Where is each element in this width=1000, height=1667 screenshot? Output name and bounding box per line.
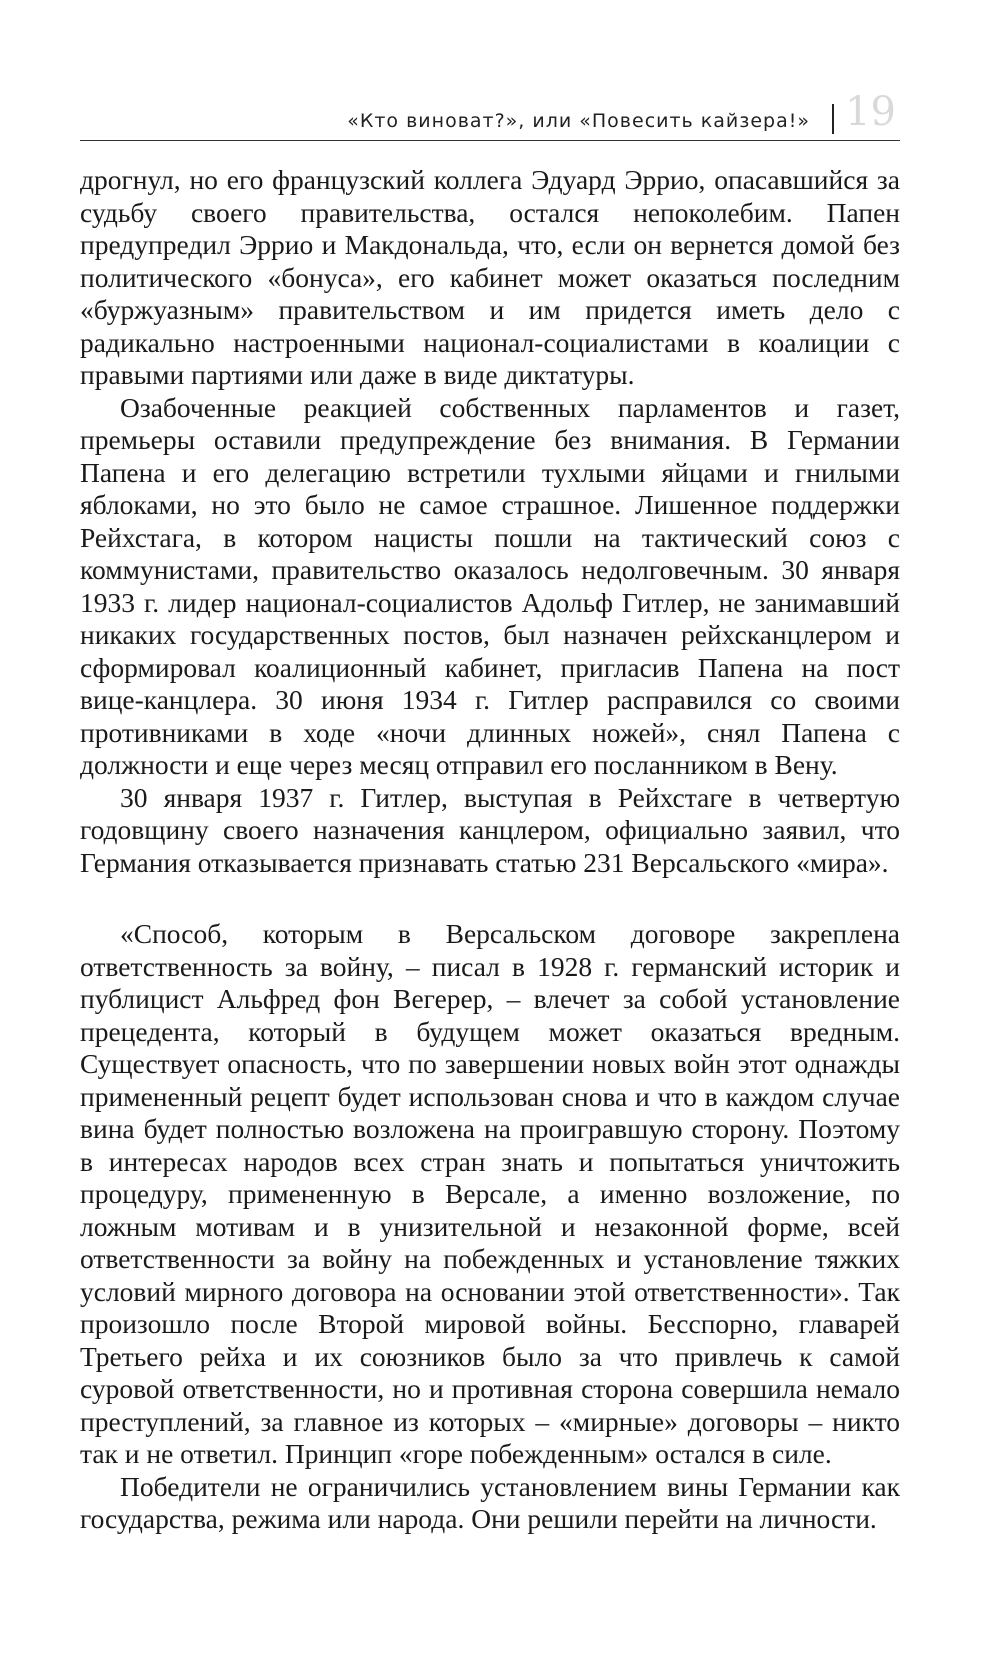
paragraph: Победители не ограничились установлением вины Германии как государства, режима или народа. Они решили перейти на личности. (80, 1470, 900, 1534)
paragraph-continued: дрогнул, но его французский коллега Эдуард Эррио, опасавшийся за судьбу своего правительства, остался непоколебим. Папен предупредил Эррио и Макдональда, что, если он вернется домой без политического «бонуса», его кабинет может оказаться последним «буржуазным» правительством и им придется иметь дело с радикально настроенными национал-социалистами в коалиции с правыми партиями или даже в виде диктатуры. (80, 164, 900, 390)
running-header (80, 89, 900, 142)
paragraph: 30 января 1937 г. Гитлер, выступая в Рейхстаге в четвертую годовщину своего назначения канцлером, официально заявил, что Германия отказывается признавать статью 231 Версальского «мира». (80, 781, 900, 878)
paragraph-quote: «Способ, которым в Версальском договоре закреплена ответственность за войну, – писал в 1928 г. германский историк и публицист Альфред фон Вегерер, – влечет за собой установление прецедента, который в будущем может оказаться вредным. Существует опасность, что по завершении новых войн этот однажды примененный рецепт будет использован снова и что в каждом случае вина будет полностью возложена на проигравшую сторону. Поэтому в интересах народов всех стран знать и попытаться уничтожить процедуру, примененную в Версале, а именно возложение, по ложным мотивам и в унизительной и незаконной форме, всей ответственности за войну на побежденных и установление тяжких условий мирного договора на основании этой ответственности». Так произошло после Второй мировой войны. Бесспорно, главарей Третьего рейха и их союзников было за что привлечь к самой суровой ответственности, но и противная сторона совершила немало преступлений, за главное из которых – «мирные» договоры – никто так и не ответил. Принцип «горе побежденным» остался в силе. (80, 918, 900, 1469)
paragraph: Озабоченные реакцией собственных парламентов и газет, премьеры оставили предупреждение без внимания. В Германии Папена и его делегацию встретили тухлыми яйцами и гнилыми яблоками, но это было не самое страшное. Лишенное поддержки Рейхстага, в котором нацисты пошли на тактический союз с коммунистами, правительство оказалось недолговечным. 30 января 1933 г. лидер национал-социалистов Адольф Гитлер, не занимавший никаких государственных постов, был назначен рейхсканцлером и сформировал коалиционный кабинет, пригласив Папена на пост вице-канцлера. 30 июня 1934 г. Гитлер расправился со своими противниками в ходе «ночи длинных ножей», снял Папена с должности и еще через месяц отправил его посланником в Вену. (80, 391, 900, 780)
header-rule (80, 140, 900, 141)
running-title: «Кто виноват?», или «Повесить кайзера!» (347, 110, 810, 132)
header-separator-bar (832, 104, 834, 134)
body-text (80, 164, 900, 1536)
page-number: 19 (845, 89, 896, 135)
